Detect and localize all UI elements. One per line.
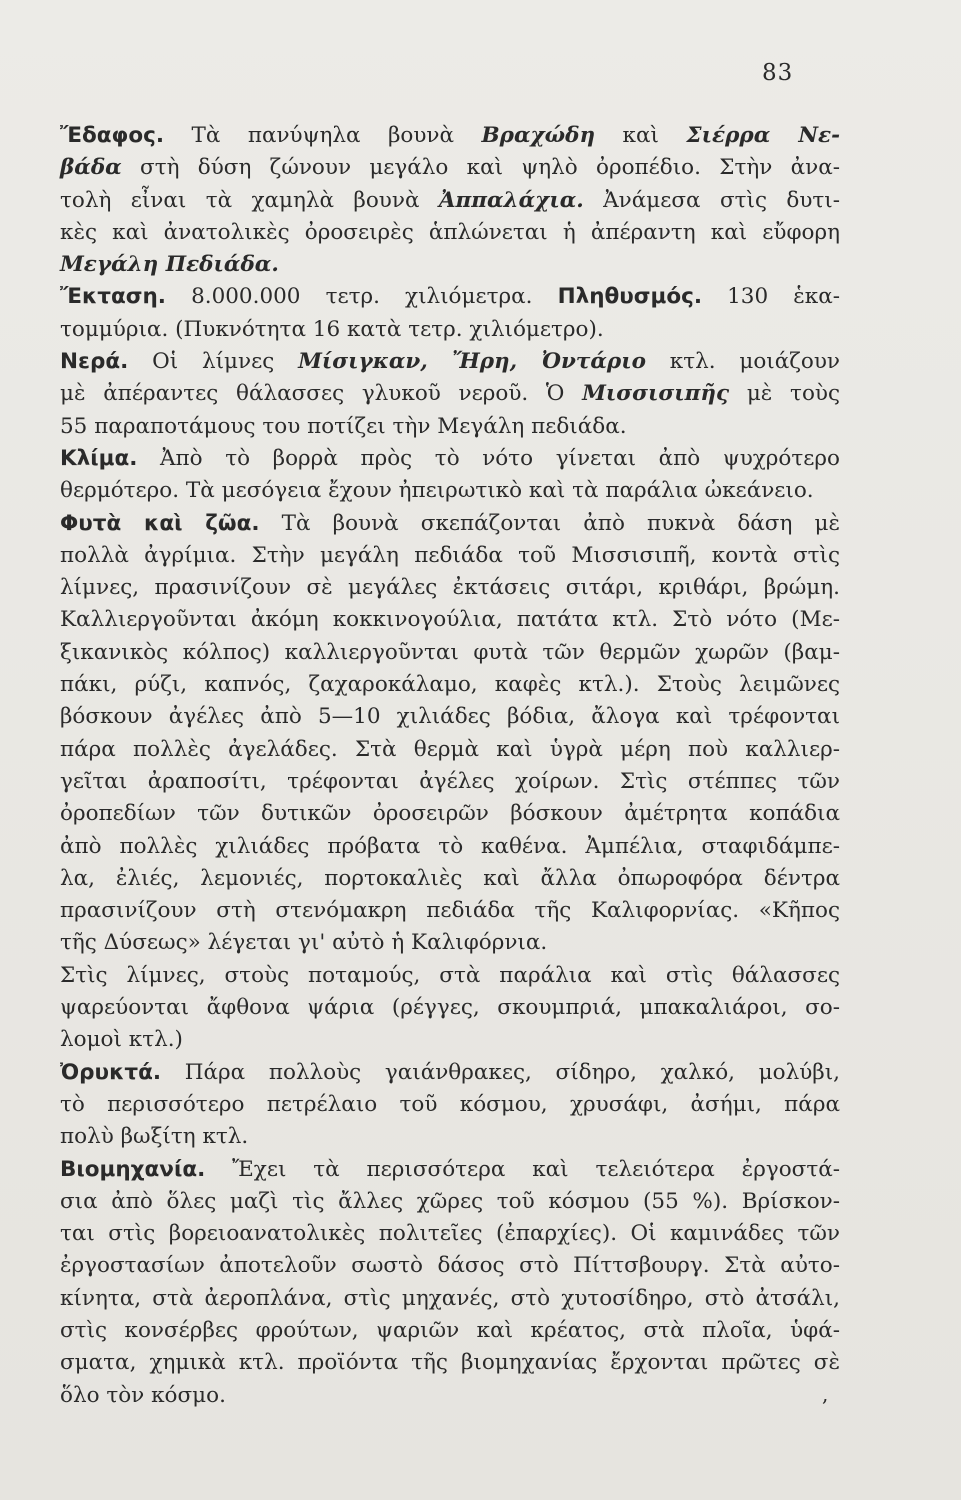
text-run: στὴ δύση ζώνουν μεγάλο καὶ ψηλὸ ὀροπέδιο. Στὴν ἀνα- [121,155,840,181]
emphasis-text: βάδα [60,155,122,181]
text-run: ἀπὸ πολλὲς χιλιάδες πρόβατα τὸ καθένα. Ἀμπέλια, σταφιδάμπε- [60,833,840,859]
text-run: Τὰ πανύψηλα βουνὰ [164,123,482,148]
text-run: τομμύρια. (Πυκνότητα 16 κατὰ τετρ. χιλιόμετρο). [60,316,604,342]
text-run: Ἀνάμεσα στὶς δυτι- [583,187,840,213]
text-line [60,1283,840,1315]
text-run: τὸ περισσότερο πετρέλαιο τοῦ κόσμου, χρυσάφι, ἀσήμι, πάρα [60,1091,840,1117]
text-run: Καλλιεργοῦνται ἀκόμη κοκκινογούλια, πατάτα κτλ. Στὸ νότο (Με- [60,607,840,633]
text-run: 130 ἑκα- [702,284,841,310]
text-run: Ἔχει τὰ περισσότερα καὶ τελειότερα ἐργοστά- [205,1156,840,1182]
text-run: ἐργοστασίων ἀποτελοῦν σωστὸ δάσος στὸ Πίττσβουργ. Στὰ αὐτο- [60,1253,840,1279]
emphasis-text: Μεγάλη Πεδιάδα. [60,252,279,278]
section-heading: Φυτὰ καὶ ζῶα. [60,510,260,536]
section-heading: Πληθυσμός. [557,284,703,310]
text-line [60,217,840,249]
body-text [60,120,840,1412]
emphasis-text: Βραχώδη [481,123,596,148]
text-run: μὲ τοὺς [729,381,840,407]
text-line [60,1186,840,1218]
text-line [60,960,840,992]
text-line [60,475,840,507]
text-line [60,1250,840,1282]
text-run: Τὰ βουνὰ σκεπάζονται ἀπὸ πυκνὰ δάση μὲ [259,510,840,536]
text-line [60,1218,840,1250]
text-line [60,249,840,281]
emphasis-text: Σιέρρα Νε- [686,123,841,148]
text-run: γεῖται ἀραποσίτι, τρέφονται ἀγέλες χοίρων. Στὶς στέππες τῶν [60,768,840,794]
page-number: 83 [762,60,794,86]
text-run: πάρα πολλὲς ἀγελάδες. Στὰ θερμὰ καὶ ὑγρὰ μέρη ποὺ καλλιερ- [60,736,840,762]
emphasis-text: Μίσιγκαν, Ἤρη, Ὀντάριο [298,349,646,375]
text-line [60,766,840,798]
text-line [60,1347,840,1379]
section-heading: Νερά. [60,349,129,375]
text-line [60,120,840,152]
text-line [60,572,840,604]
text-line [60,1154,840,1186]
text-run: κτλ. μοιάζουν [645,349,840,375]
text-run: στὶς κονσέρβες φρούτων, ψαριῶν καὶ κρέατος, στὰ πλοῖα, ὑφά- [60,1317,840,1343]
text-run: λίμνες, πρασινίζουν σὲ μεγάλες ἐκτάσεις σιτάρι, κριθάρι, βρώμη. [60,575,840,601]
text-line [60,411,840,443]
text-line [60,831,840,863]
text-run: 55 παραποτάμους του ποτίζει τὴν Μεγάλη πεδιάδα. [60,413,627,439]
text-line [60,927,840,959]
section-heading: Βιομηχανία. [60,1156,206,1182]
text-run: σια ἀπὸ ὅλες μαζὶ τὶς ἄλλες χῶρες τοῦ κόσμου (55 %). Βρίσκον- [60,1188,840,1214]
text-line [60,1024,840,1056]
text-line [60,604,840,636]
text-line [60,443,840,475]
text-line [60,863,840,895]
text-run: πάκι, ρύζι, καπνός, ζαχαροκάλαμο, καφὲς κτλ.). Στοὺς λειμῶνες [60,672,840,698]
text-run: λομοὶ κτλ.) [60,1027,183,1053]
text-line [60,1315,840,1347]
text-run: ψαρεύονται ἄφθονα ψάρια (ρέγγες, σκουμπριά, μπακαλιάροι, σο- [60,995,840,1021]
text-line [60,1089,840,1121]
text-line [60,992,840,1024]
text-line [60,540,840,572]
text-run: λα, ἐλιές, λεμονιές, πορτοκαλιὲς καὶ ἄλλα ὀπωροφόρα δέντρα [60,865,840,891]
text-line [60,378,840,410]
text-run: πρασινίζουν στὴ στενόμακρη πεδιάδα τῆς Καλιφορνίας. «Κῆπος [60,898,840,924]
text-line [60,152,840,184]
text-run: βόσκουν ἀγέλες ἀπὸ 5—10 χιλιάδες βόδια, ἄλογα καὶ τρέφονται [60,704,840,730]
emphasis-text: Ἀππαλάχια. [438,187,584,213]
text-run: καὶ [595,123,687,148]
text-run: κὲς καὶ ἀνατολικὲς ὀροσειρὲς ἁπλώνεται ἡ ἀπέραντη καὶ εὔφορη [60,219,840,245]
text-run: τολὴ εἶναι τὰ χαμηλὰ βουνὰ [60,187,439,213]
text-line [60,701,840,733]
text-line [60,281,840,313]
text-line [60,637,840,669]
text-run: κίνητα, στὰ ἀεροπλάνα, στὶς μηχανές, στὸ χυτοσίδηρο, στὸ ἀτσάλι, [60,1285,840,1311]
text-line [60,1121,840,1153]
text-run: Ἀπὸ τὸ βορρὰ πρὸς τὸ νότο γίνεται ἀπὸ ψυχρότερο [137,445,840,471]
text-line [60,1057,840,1089]
stray-mark: , [822,1382,829,1406]
section-heading: Κλίμα. [60,445,138,471]
text-run: πολλὰ ἀγρίμια. Στὴν μεγάλη πεδιάδα τοῦ Μισσισιπῆ, κοντὰ στὶς [60,542,840,568]
emphasis-text: Μισσισιπῆς [582,381,730,407]
section-heading: Ἔδαφος. [60,123,165,148]
text-run: Πάρα πολλοὺς γαιάνθρακες, σίδηρο, χαλκό, μολύβι, [161,1059,840,1085]
text-run: ὀροπεδίων τῶν δυτικῶν ὀροσειρῶν βόσκουν ἀμέτρητα κοπάδια [60,801,840,827]
text-run: πολὺ βωξίτη κτλ. [60,1124,249,1150]
text-run: ξικανικὸς κόλπος) καλλιεργοῦνται φυτὰ τῶν θερμῶν χωρῶν (βαμ- [60,639,840,665]
section-heading: Ἔκταση. [60,284,166,310]
text-run: σματα, χημικὰ κτλ. προϊόντα τῆς βιομηχανίας ἔρχονται πρῶτες σὲ [60,1350,840,1376]
text-run: θερμότερο. Τὰ μεσόγεια ἔχουν ἠπειρωτικὸ καὶ τὰ παράλια ὠκεάνειο. [60,478,814,504]
text-run: 8.000.000 τετρ. χιλιόμετρα. [165,284,558,310]
text-run: Στὶς λίμνες, στοὺς ποταμούς, στὰ παράλια καὶ στὶς θάλασσες [60,962,840,988]
text-line [60,314,840,346]
text-line [60,798,840,830]
text-run: τῆς Δύσεως» λέγεται γι' αὐτὸ ἡ Καλιφόρνια. [60,930,548,956]
text-line [60,734,840,766]
text-run: ὅλο τὸν κόσμο. [60,1382,226,1408]
text-line [60,346,840,378]
text-line [60,895,840,927]
text-line [60,1380,840,1412]
section-heading: Ὀρυκτά. [60,1059,162,1085]
text-line [60,508,840,540]
text-line [60,185,840,217]
text-run: μὲ ἀπέραντες θάλασσες γλυκοῦ νεροῦ. Ὁ [60,381,583,407]
text-line [60,669,840,701]
text-run: Οἱ λίμνες [128,349,299,375]
text-run: ται στὶς βορειοανατολικὲς πολιτεῖες (ἐπαρχίες). Οἱ καμινάδες τῶν [60,1221,840,1247]
